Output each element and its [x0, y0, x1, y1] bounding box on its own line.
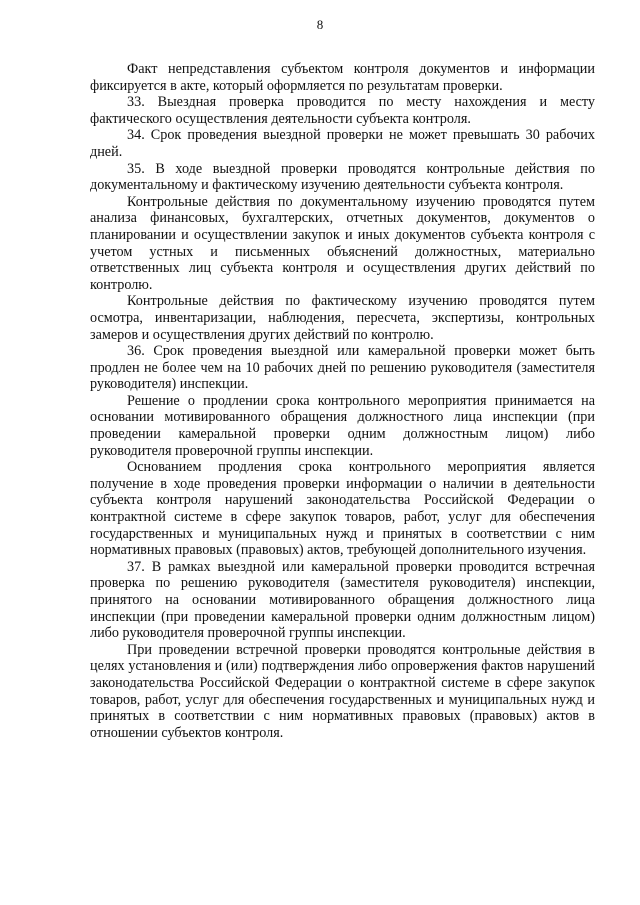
paragraph-37: 37. В рамках выездной или камеральной проверки проводится встречная проверка по решению руководителя (заместителя руководителя) инспекции, принятого на основании мотивированного обращения должностного лица инспекции (при проведении камеральной проверки одним должностным лицом) либо руководителя проверочной группы инспекции. [90, 558, 595, 642]
paragraph-actual-study: Контрольные действия по фактическому изучению проводятся путем осмотра, инвентаризации, наблюдения, пересчета, экспертизы, контрольных замеров и осуществления других действий по контролю. [90, 293, 595, 343]
paragraph-counter-inspection: При проведении встречной проверки проводятся контрольные действия в целях установления и (или) подтверждения либо опровержения фактов нарушений законодательства Российской Федерации о контрактной системе в сфере закупок товаров, работ, услуг для обеспечения государственных и муниципальных нужд и принятых в соответствии с ним нормативных правовых (правовых) актов в отношении субъектов контроля. [90, 641, 595, 741]
paragraph-extension-grounds: Основанием продления срока контрольного мероприятия является получение в ходе проведения проверки информации о наличии в деятельности субъекта контроля нарушений законодательства Российской Федерации о контрактной системе в сфере закупок товаров, работ, услуг для обеспечения государственных и муниципальных нужд и принятых в соответствии с ним нормативных правовых (правовых) актов, требующей дополнительного изучения. [90, 459, 595, 559]
paragraph-extension-decision: Решение о продлении срока контрольного мероприятия принимается на основании мотивированного обращения должностного лица инспекции (при проведении камеральной проверки одним должностным лицом) либо руководителя проверочной группы инспекции. [90, 392, 595, 459]
paragraph-34: 34. Срок проведения выездной проверки не может превышать 30 рабочих дней. [90, 127, 595, 160]
page-number: 8 [316, 17, 324, 32]
paragraph-35: 35. В ходе выездной проверки проводятся контрольные действия по документальному и фактическому изучению деятельности субъекта контроля. [90, 160, 595, 194]
paragraph-documentary-study: Контрольные действия по документальному изучению проводятся путем анализа финансовых, бухгалтерских, отчетных документов, документов о планировании и осуществлении закупок и иных документов субъекта контроля с учетом устных и письменных объяснений должностных, материально ответственных лиц субъекта контроля и осуществления других действий по контролю. [90, 193, 595, 293]
paragraph-36: 36. Срок проведения выездной или камеральной проверки может быть продлен не более чем на 10 рабочих дней по решению руководителя (заместителя руководителя) инспекции. [90, 343, 595, 393]
document-body [90, 61, 595, 741]
paragraph-fact-non-submission: Факт непредставления субъектом контроля документов и информации фиксируется в акте, который оформляется по результатам проверки. [90, 61, 595, 94]
paragraph-33: 33. Выездная проверка проводится по месту нахождения и месту фактического осуществления деятельности субъекта контроля. [90, 94, 595, 127]
